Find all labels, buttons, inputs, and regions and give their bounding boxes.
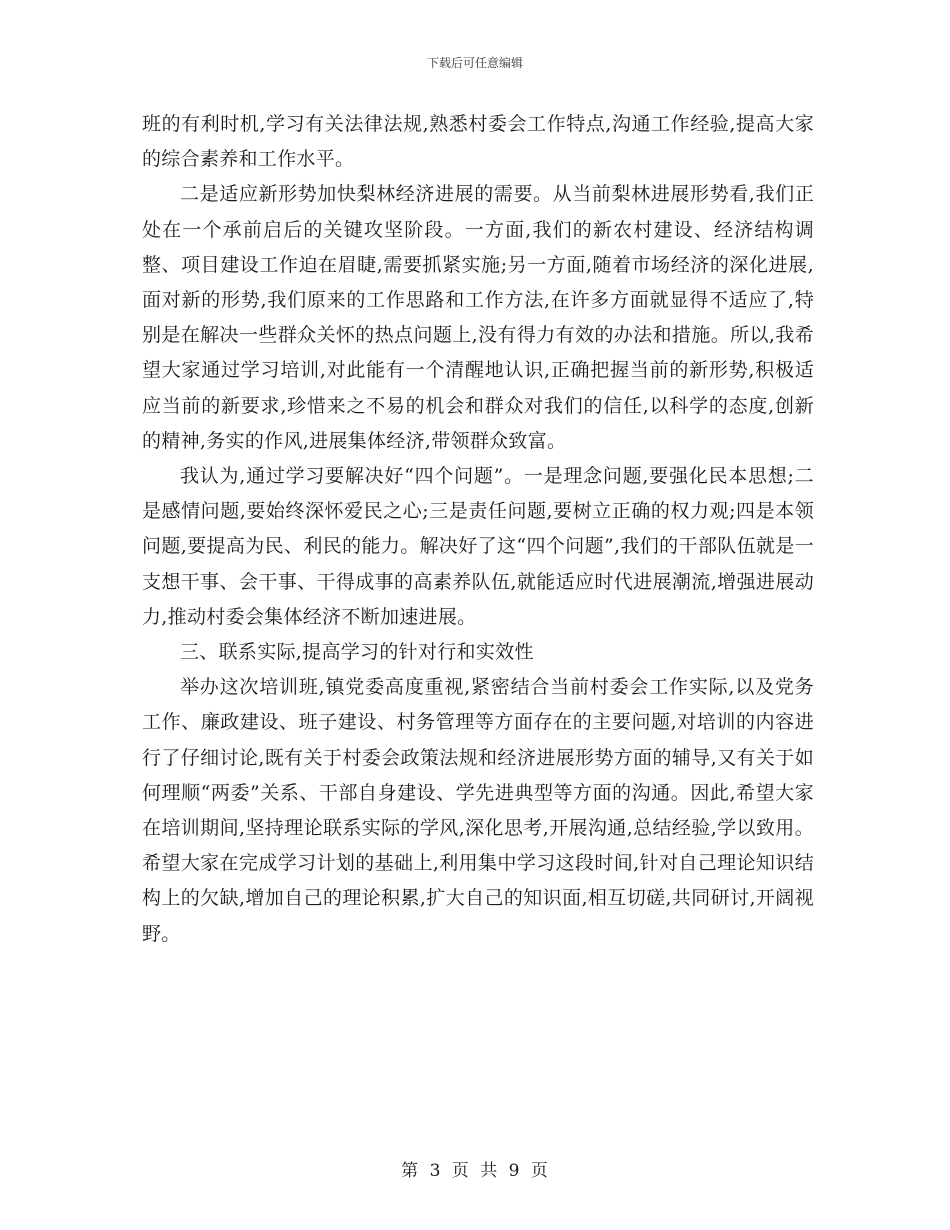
paragraph-four-problems: 我认为,通过学习要解决好“四个问题”。一是理念问题,要强化民本思想;二是感情问题,要始终深怀爱民之心;三是责任问题,要树立正确的权力观;四是本领问题,要提高为民、利民的能力。解决好了这“四个问题”,我们的干部队伍就是一支想干事、会干事、干得成事的高素养队伍,就能适应时代进展潮流,增强进展动力,推动村委会集体经济不断加速进展。 [142,465,814,628]
document-body [142,107,814,952]
page-number: 第 3 页 共 9 页 [401,1161,549,1181]
paragraph-economy-needs: 二是适应新形势加快梨林经济进展的需要。从当前梨林进展形势看,我们正处在一个承前启后的关键攻坚阶段。一方面,我们的新农村建设、经济结构调整、项目建设工作迫在眉睫,需要抓紧实施;另一方面,随着市场经济的深化进展,面对新的形势,我们原来的工作思路和工作方法,在许多方面就显得不适应了,特别是在解决一些群众关怀的热点问题上,没有得力有效的办法和措施。所以,我希望大家通过学习培训,对此能有一个清醒地认识,正确把握当前的新形势,积极适应当前的新要求,珍惜来之不易的机会和群众对我们的信任,以科学的态度,创新的精神,务实的作风,进展集体经济,带领群众致富。 [142,183,814,452]
section-heading-three: 三、联系实际,提高学习的针对行和实效性 [180,641,534,664]
paragraph-training-class: 举办这次培训班,镇党委高度重视,紧密结合当前村委会工作实际,以及党务工作、廉政建设、班子建设、村务管理等方面存在的主要问题,对培训的内容进行了仔细讨论,既有关于村委会政策法规和经济进展形势方面的辅导,又有关于如何理顺“两委”关系、干部自身建设、学先进典型等方面的沟通。因此,希望大家在培训期间,坚持理论联系实际的学风,深化思考,开展沟通,总结经验,学以致用。希望大家在完成学习计划的基础上,利用集中学习这段时间,针对自己理论知识结构上的欠缺,增加自己的理论积累,扩大自己的知识面,相互切磋,共同研讨,开阔视野。 [142,676,814,945]
page-header-note: 下载后可任意编辑 [426,56,523,70]
paragraph-continuation: 班的有利时机,学习有关法律法规,熟悉村委会工作特点,沟通工作经验,提高大家的综合素养和工作水平。 [142,113,814,171]
